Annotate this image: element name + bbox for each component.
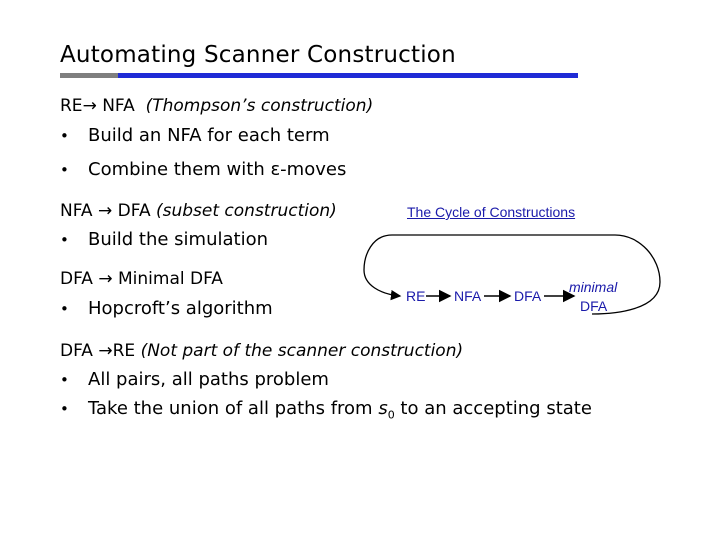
- bullet-icon: •: [60, 161, 69, 179]
- bullet-icon: •: [60, 400, 69, 418]
- cycle-node-dfa: DFA: [514, 288, 542, 304]
- section-note: (subset construction): [155, 201, 337, 221]
- section-from: NFA: [60, 201, 93, 221]
- right-arrow-icon: →: [97, 201, 113, 221]
- slide-title: Automating Scanner Construction: [60, 42, 456, 68]
- section-from: RE: [60, 96, 83, 116]
- cycle-node-re: RE: [406, 288, 426, 304]
- cycle-title: The Cycle of Constructions: [407, 204, 576, 220]
- cycle-node-minimal-label: minimal: [569, 279, 618, 295]
- bullet-text: Hopcroft’s algorithm: [88, 298, 273, 319]
- bullet-text: Build an NFA for each term: [88, 125, 330, 146]
- section-note: (Thompson’s construction): [145, 96, 374, 116]
- bullet-text: Build the simulation: [88, 229, 268, 250]
- section-to: RE: [112, 341, 136, 361]
- bullet-text: Take the union of all paths from $s_0$ to an accepting state: [88, 398, 592, 422]
- right-arrow-icon: →: [82, 96, 97, 116]
- bullet-icon: •: [60, 127, 69, 145]
- bullet-text: All pairs, all paths problem: [88, 369, 329, 390]
- bullet-text: Combine them with ε-moves: [88, 159, 347, 180]
- section-to: Minimal DFA: [118, 269, 223, 289]
- bullet-icon: •: [60, 371, 69, 389]
- cycle-node-nfa: NFA: [454, 288, 482, 304]
- section-from: DFA: [60, 269, 93, 289]
- section-note: (Not part of the scanner construction): [140, 341, 464, 361]
- section-to: DFA: [117, 201, 151, 221]
- right-arrow-icon: →: [98, 341, 113, 361]
- cycle-node-minimal-dfa: DFA: [580, 298, 608, 314]
- section-from: DFA: [60, 341, 93, 361]
- section-to: NFA: [102, 96, 135, 116]
- bullet-icon: •: [60, 231, 69, 249]
- right-arrow-icon: →: [98, 269, 113, 289]
- bullet-icon: •: [60, 300, 69, 318]
